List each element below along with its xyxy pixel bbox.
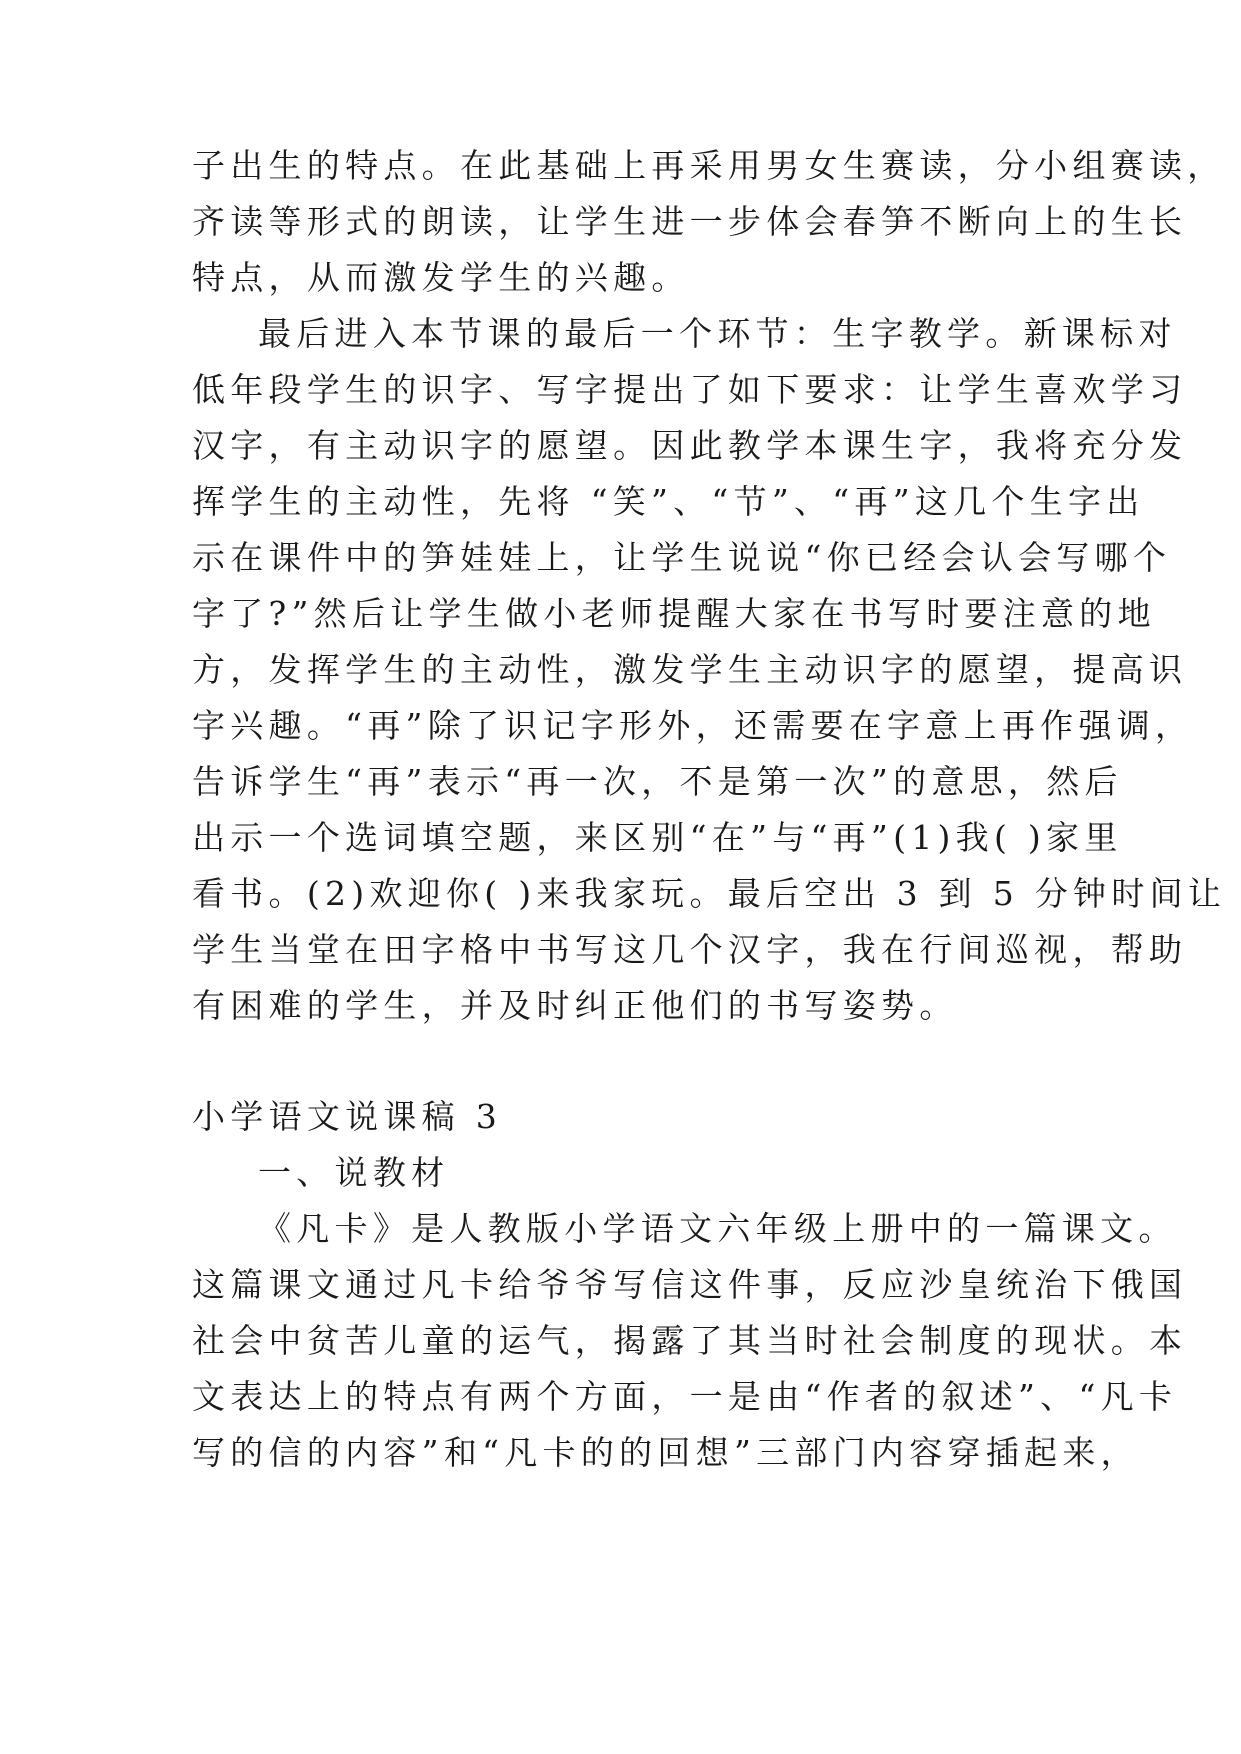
text-line: 示在课件中的笋娃娃上，让学生说说“你已经会认会写哪个 <box>192 538 1172 577</box>
text-line: 《凡卡》是人教版小学语文六年级上册中的一篇课文。 <box>258 1209 1177 1248</box>
text-line: 看书。(2)欢迎你( )来我家玩。最后空出 3 到 5 分钟时间让 <box>192 874 1227 913</box>
text-line: 写的信的内容”和“凡卡的的回想”三部门内容穿插起来， <box>192 1433 1139 1472</box>
text-line: 出示一个选词填空题，来区别“在”与“再”(1)我( )家里 <box>192 818 1123 857</box>
text-line: 学生当堂在田字格中书写这几个汉字，我在行间巡视，帮助 <box>192 930 1188 969</box>
text-line: 齐读等形式的朗读，让学生进一步体会春笋不断向上的生长 <box>192 202 1188 241</box>
text-line: 子出生的特点。在此基础上再采用男女生赛读，分小组赛读， <box>192 146 1226 185</box>
text-line: 特点，从而激发学生的兴趣。 <box>192 258 690 297</box>
text-line: 方，发挥学生的主动性，激发学生主动识字的愿望，提高识 <box>192 650 1188 689</box>
text-line: 社会中贫苦儿童的运气，揭露了其当时社会制度的现状。本 <box>192 1321 1188 1360</box>
text-line: 挥学生的主动性，先将 “笑”、“节”、“再”这几个生字出 <box>192 482 1145 521</box>
text-line: 字兴趣。“再”除了识记字形外，还需要在字意上再作强调， <box>192 706 1194 745</box>
text-line: 字了?”然后让学生做小老师提醒大家在书写时要注意的地 <box>192 594 1156 633</box>
text-line: 低年段学生的识字、写字提出了如下要求：让学生喜欢学习 <box>192 370 1188 409</box>
text-line: 汉字，有主动识字的愿望。因此教学本课生字，我将充分发 <box>192 426 1188 465</box>
text-line: 最后进入本节课的最后一个环节：生字教学。新课标对 <box>258 314 1177 353</box>
text-line: 文表达上的特点有两个方面，一是由“作者的叙述”、“凡卡 <box>192 1377 1178 1416</box>
text-line: 这篇课文通过凡卡给爷爷写信这件事，反应沙皇统治下俄国 <box>192 1265 1188 1304</box>
section-title: 小学语文说课稿 3 <box>192 1097 503 1136</box>
subheading: 一、说教材 <box>258 1153 450 1192</box>
text-line: 告诉学生“再”表示“再一次，不是第一次”的意思，然后 <box>192 762 1123 801</box>
text-line: 有困难的学生，并及时纠正他们的书写姿势。 <box>192 986 958 1025</box>
